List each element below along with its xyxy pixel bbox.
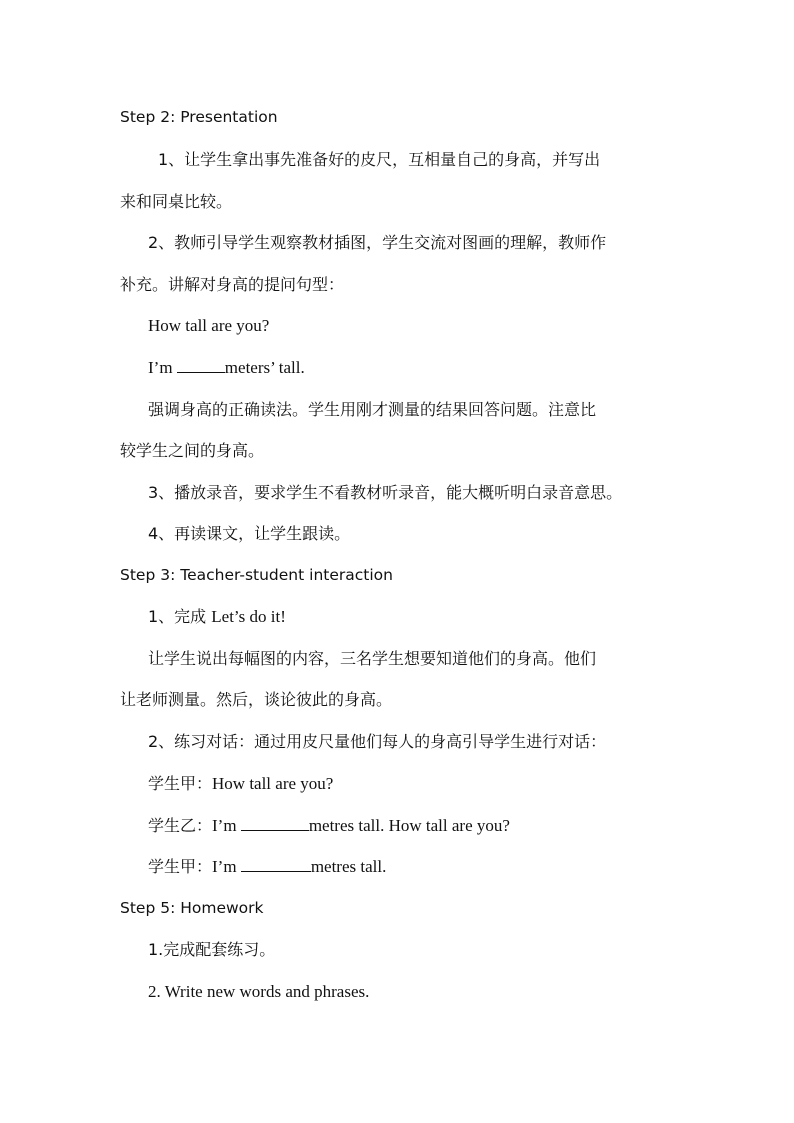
step3-item-1-prefix: 1、完成 [148, 607, 212, 626]
step2-paragraph-2-line-2: 补充。讲解对身高的提问句型： [120, 275, 345, 294]
dialogue-line-2 [148, 816, 510, 836]
dialogue-blank [241, 857, 311, 872]
step3-heading: Step 3: Teacher-student interaction [120, 566, 393, 584]
dialogue-start: I’m [212, 857, 241, 876]
dialogue-speaker: 学生甲： [148, 774, 213, 793]
step2-paragraph-1-line-2: 来和同桌比较。 [120, 192, 233, 211]
dialogue-text: How tall are you? [212, 774, 334, 793]
step5-heading: Step 5: Homework [120, 899, 264, 917]
answer-start: I’m [148, 358, 177, 377]
step3-item-1 [148, 607, 286, 627]
step2-paragraph-1-line-1: 1、让学生拿出事先准备好的皮尺，互相量自己的身高，并写出 [158, 150, 601, 169]
dialogue-speaker: 学生甲： [148, 857, 213, 876]
step2-question: How tall are you? [148, 316, 270, 335]
step5-item-2: 2. Write new words and phrases. [148, 982, 370, 1001]
step3-item-2: 2、练习对话：通过用皮尺量他们每人的身高引导学生进行对话： [148, 732, 607, 751]
step2-answer [148, 358, 305, 378]
dialogue-line-1 [148, 774, 333, 794]
dialogue-end: metres tall. How tall are you? [308, 816, 510, 835]
step2-paragraph-3-line-2: 较学生之间的身高。 [120, 441, 265, 460]
dialogue-blank [241, 816, 309, 831]
step2-paragraph-3-line-1: 强调身高的正确读法。学生用刚才测量的结果回答问题。注意比 [148, 400, 597, 419]
dialogue-end: metres tall. [310, 857, 387, 876]
step2-heading: Step 2: Presentation [120, 108, 278, 126]
step3-item-1-title: Let’s do it! [211, 607, 286, 626]
step2-paragraph-5: 4、再读课文，让学生跟读。 [148, 524, 351, 543]
answer-blank [177, 358, 225, 373]
step5-item-1: 1.完成配套练习。 [148, 940, 276, 959]
step2-paragraph-2-line-1: 2、教师引导学生观察教材插图，学生交流对图画的理解，教师作 [148, 233, 607, 252]
dialogue-start: I’m [212, 816, 241, 835]
dialogue-speaker: 学生乙： [148, 816, 213, 835]
step3-paragraph-1-line-2: 让老师测量。然后，谈论彼此的身高。 [120, 690, 393, 709]
dialogue-line-3 [148, 857, 386, 877]
answer-end: meters’ tall. [224, 358, 305, 377]
step3-paragraph-1-line-1: 让学生说出每幅图的内容，三名学生想要知道他们的身高。他们 [148, 649, 597, 668]
step2-paragraph-4: 3、播放录音，要求学生不看教材听录音，能大概听明白录音意思。 [148, 483, 623, 502]
